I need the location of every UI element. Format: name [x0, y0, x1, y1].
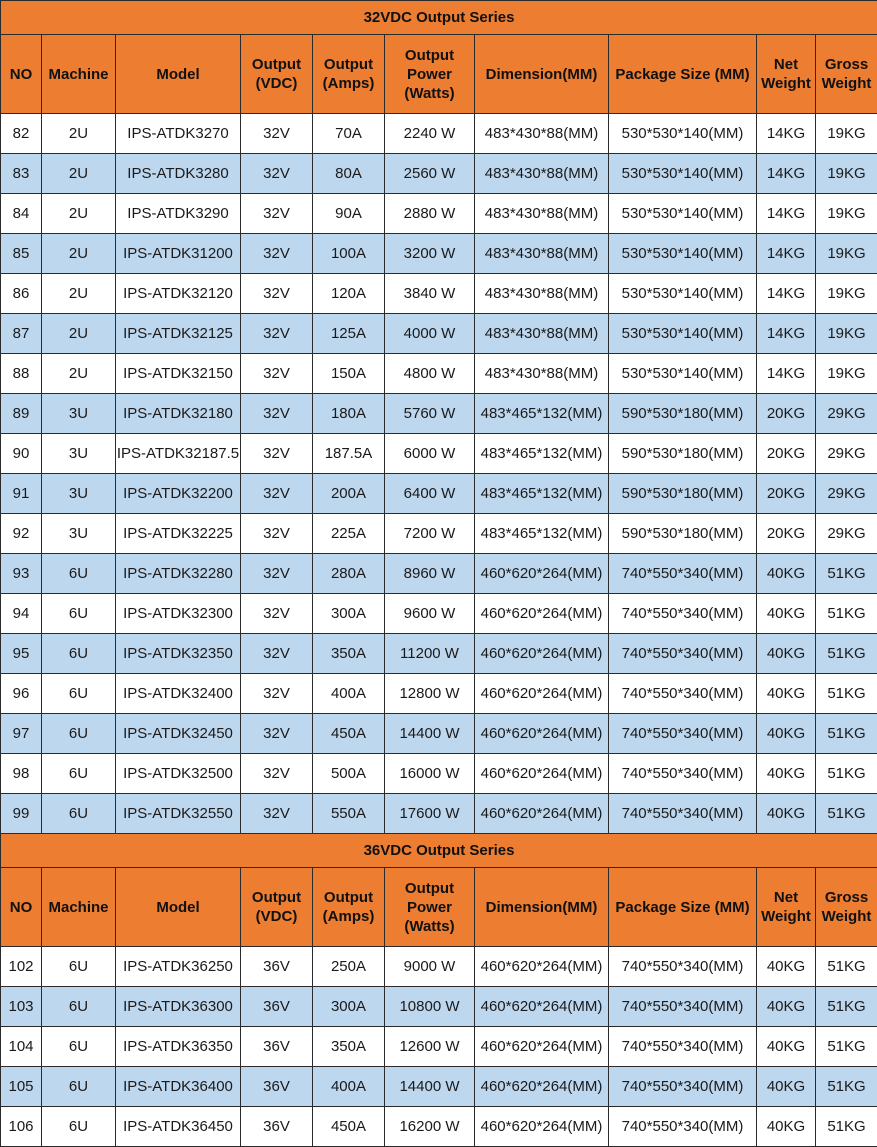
package-size-cell: 740*550*340(MM) — [609, 594, 757, 634]
net-weight-cell: 20KG — [757, 474, 816, 514]
column-header: Package Size (MM) — [609, 35, 757, 114]
model-cell: IPS-ATDK32400 — [116, 674, 241, 714]
machine-cell: 6U — [42, 714, 116, 754]
dimension-cell: 460*620*264(MM) — [475, 1027, 609, 1067]
model-cell: IPS-ATDK32120 — [116, 274, 241, 314]
package-size-cell: 740*550*340(MM) — [609, 634, 757, 674]
dimension-cell: 460*620*264(MM) — [475, 794, 609, 834]
output-vdc-cell: 32V — [241, 314, 313, 354]
dimension-cell: 483*430*88(MM) — [475, 274, 609, 314]
gross-weight-cell: 19KG — [816, 314, 877, 354]
model-cell: IPS-ATDK3270 — [116, 114, 241, 154]
table-row — [1, 794, 877, 834]
no-cell: 92 — [1, 514, 42, 554]
dimension-cell: 460*620*264(MM) — [475, 674, 609, 714]
output-power-cell: 8960 W — [385, 554, 475, 594]
no-cell: 98 — [1, 754, 42, 794]
column-header-row — [1, 35, 877, 114]
output-power-cell: 12800 W — [385, 674, 475, 714]
package-size-cell: 530*530*140(MM) — [609, 194, 757, 234]
section-title: 36VDC Output Series — [1, 834, 877, 868]
output-amps-cell: 250A — [313, 947, 385, 987]
output-amps-cell: 400A — [313, 1067, 385, 1107]
output-amps-cell: 225A — [313, 514, 385, 554]
no-cell: 82 — [1, 114, 42, 154]
machine-cell: 3U — [42, 434, 116, 474]
column-header: Dimension(MM) — [475, 868, 609, 947]
package-size-cell: 740*550*340(MM) — [609, 554, 757, 594]
table-row — [1, 987, 877, 1027]
machine-cell: 6U — [42, 674, 116, 714]
package-size-cell: 590*530*180(MM) — [609, 474, 757, 514]
no-cell: 90 — [1, 434, 42, 474]
column-header: Model — [116, 868, 241, 947]
output-vdc-cell: 32V — [241, 634, 313, 674]
gross-weight-cell: 51KG — [816, 714, 877, 754]
gross-weight-cell: 19KG — [816, 194, 877, 234]
no-cell: 86 — [1, 274, 42, 314]
table-row — [1, 234, 877, 274]
model-cell: IPS-ATDK32180 — [116, 394, 241, 434]
output-amps-cell: 350A — [313, 1027, 385, 1067]
no-cell: 104 — [1, 1027, 42, 1067]
no-cell: 96 — [1, 674, 42, 714]
package-size-cell: 530*530*140(MM) — [609, 314, 757, 354]
machine-cell: 3U — [42, 514, 116, 554]
output-vdc-cell: 32V — [241, 474, 313, 514]
model-cell: IPS-ATDK36350 — [116, 1027, 241, 1067]
net-weight-cell: 14KG — [757, 114, 816, 154]
output-power-cell: 14400 W — [385, 1067, 475, 1107]
gross-weight-cell: 29KG — [816, 434, 877, 474]
column-header: Dimension(MM) — [475, 35, 609, 114]
net-weight-cell: 40KG — [757, 714, 816, 754]
output-power-cell: 6000 W — [385, 434, 475, 474]
output-amps-cell: 120A — [313, 274, 385, 314]
net-weight-cell: 20KG — [757, 394, 816, 434]
output-power-cell: 5760 W — [385, 394, 475, 434]
output-power-cell: 7200 W — [385, 514, 475, 554]
model-cell: IPS-ATDK32500 — [116, 754, 241, 794]
machine-cell: 6U — [42, 947, 116, 987]
table-row — [1, 394, 877, 434]
column-header: Package Size (MM) — [609, 868, 757, 947]
gross-weight-cell: 19KG — [816, 274, 877, 314]
package-size-cell: 740*550*340(MM) — [609, 754, 757, 794]
machine-cell: 2U — [42, 274, 116, 314]
no-cell: 105 — [1, 1067, 42, 1107]
dimension-cell: 460*620*264(MM) — [475, 554, 609, 594]
net-weight-cell: 40KG — [757, 1067, 816, 1107]
table-body — [1, 1, 877, 1147]
gross-weight-cell: 19KG — [816, 114, 877, 154]
package-size-cell: 530*530*140(MM) — [609, 354, 757, 394]
machine-cell: 2U — [42, 194, 116, 234]
dimension-cell: 460*620*264(MM) — [475, 1067, 609, 1107]
column-header: Machine — [42, 868, 116, 947]
output-amps-cell: 70A — [313, 114, 385, 154]
output-amps-cell: 400A — [313, 674, 385, 714]
dimension-cell: 460*620*264(MM) — [475, 714, 609, 754]
model-cell: IPS-ATDK36450 — [116, 1107, 241, 1147]
no-cell: 87 — [1, 314, 42, 354]
output-power-cell: 3200 W — [385, 234, 475, 274]
no-cell: 102 — [1, 947, 42, 987]
output-power-cell: 11200 W — [385, 634, 475, 674]
table-row — [1, 594, 877, 634]
output-vdc-cell: 32V — [241, 754, 313, 794]
machine-cell: 6U — [42, 987, 116, 1027]
model-cell: IPS-ATDK36250 — [116, 947, 241, 987]
dimension-cell: 483*465*132(MM) — [475, 474, 609, 514]
output-amps-cell: 200A — [313, 474, 385, 514]
model-cell: IPS-ATDK3280 — [116, 154, 241, 194]
model-cell: IPS-ATDK32200 — [116, 474, 241, 514]
table-row — [1, 1107, 877, 1147]
dimension-cell: 460*620*264(MM) — [475, 594, 609, 634]
column-header: Model — [116, 35, 241, 114]
no-cell: 88 — [1, 354, 42, 394]
table-row — [1, 674, 877, 714]
output-vdc-cell: 32V — [241, 434, 313, 474]
package-size-cell: 590*530*180(MM) — [609, 514, 757, 554]
output-power-cell: 9000 W — [385, 947, 475, 987]
model-cell: IPS-ATDK32280 — [116, 554, 241, 594]
machine-cell: 2U — [42, 314, 116, 354]
table-row — [1, 194, 877, 234]
table-row — [1, 434, 877, 474]
output-power-cell: 14400 W — [385, 714, 475, 754]
model-cell: IPS-ATDK3290 — [116, 194, 241, 234]
gross-weight-cell: 51KG — [816, 554, 877, 594]
output-amps-cell: 100A — [313, 234, 385, 274]
output-vdc-cell: 32V — [241, 554, 313, 594]
package-size-cell: 530*530*140(MM) — [609, 154, 757, 194]
gross-weight-cell: 51KG — [816, 594, 877, 634]
gross-weight-cell: 19KG — [816, 154, 877, 194]
net-weight-cell: 40KG — [757, 554, 816, 594]
output-vdc-cell: 32V — [241, 674, 313, 714]
output-amps-cell: 350A — [313, 634, 385, 674]
dimension-cell: 483*430*88(MM) — [475, 154, 609, 194]
net-weight-cell: 14KG — [757, 154, 816, 194]
output-vdc-cell: 36V — [241, 1027, 313, 1067]
dimension-cell: 483*430*88(MM) — [475, 194, 609, 234]
model-cell: IPS-ATDK36400 — [116, 1067, 241, 1107]
output-power-cell: 2240 W — [385, 114, 475, 154]
machine-cell: 2U — [42, 234, 116, 274]
machine-cell: 2U — [42, 354, 116, 394]
dimension-cell: 460*620*264(MM) — [475, 1107, 609, 1147]
output-power-cell: 17600 W — [385, 794, 475, 834]
column-header: NO — [1, 35, 42, 114]
net-weight-cell: 40KG — [757, 794, 816, 834]
dimension-cell: 483*465*132(MM) — [475, 434, 609, 474]
machine-cell: 6U — [42, 1027, 116, 1067]
dimension-cell: 483*430*88(MM) — [475, 354, 609, 394]
column-header: Machine — [42, 35, 116, 114]
model-cell: IPS-ATDK36300 — [116, 987, 241, 1027]
net-weight-cell: 40KG — [757, 987, 816, 1027]
section-title-row — [1, 1, 877, 35]
model-cell: IPS-ATDK32300 — [116, 594, 241, 634]
net-weight-cell: 40KG — [757, 674, 816, 714]
output-amps-cell: 280A — [313, 554, 385, 594]
output-power-cell: 6400 W — [385, 474, 475, 514]
output-vdc-cell: 32V — [241, 154, 313, 194]
net-weight-cell: 14KG — [757, 234, 816, 274]
output-power-cell: 10800 W — [385, 987, 475, 1027]
package-size-cell: 740*550*340(MM) — [609, 714, 757, 754]
column-header: Output (Amps) — [313, 35, 385, 114]
column-header: Output Power (Watts) — [385, 35, 475, 114]
output-amps-cell: 187.5A — [313, 434, 385, 474]
table-row — [1, 1027, 877, 1067]
package-size-cell: 590*530*180(MM) — [609, 434, 757, 474]
machine-cell: 6U — [42, 1067, 116, 1107]
gross-weight-cell: 51KG — [816, 754, 877, 794]
output-amps-cell: 90A — [313, 194, 385, 234]
machine-cell: 6U — [42, 594, 116, 634]
output-power-cell: 9600 W — [385, 594, 475, 634]
output-vdc-cell: 32V — [241, 114, 313, 154]
package-size-cell: 740*550*340(MM) — [609, 674, 757, 714]
output-vdc-cell: 32V — [241, 194, 313, 234]
column-header-row — [1, 868, 877, 947]
dimension-cell: 483*430*88(MM) — [475, 314, 609, 354]
net-weight-cell: 14KG — [757, 274, 816, 314]
net-weight-cell: 14KG — [757, 194, 816, 234]
table-row — [1, 554, 877, 594]
net-weight-cell: 40KG — [757, 594, 816, 634]
no-cell: 95 — [1, 634, 42, 674]
output-amps-cell: 300A — [313, 987, 385, 1027]
dimension-cell: 483*430*88(MM) — [475, 234, 609, 274]
column-header: Net Weight — [757, 868, 816, 947]
output-vdc-cell: 36V — [241, 1107, 313, 1147]
table-row — [1, 1067, 877, 1107]
output-amps-cell: 500A — [313, 754, 385, 794]
output-power-cell: 3840 W — [385, 274, 475, 314]
machine-cell: 2U — [42, 154, 116, 194]
package-size-cell: 740*550*340(MM) — [609, 947, 757, 987]
output-amps-cell: 450A — [313, 714, 385, 754]
dimension-cell: 483*465*132(MM) — [475, 394, 609, 434]
package-size-cell: 740*550*340(MM) — [609, 1107, 757, 1147]
output-vdc-cell: 36V — [241, 947, 313, 987]
output-vdc-cell: 32V — [241, 714, 313, 754]
dimension-cell: 483*465*132(MM) — [475, 514, 609, 554]
column-header: Output (VDC) — [241, 35, 313, 114]
table-row — [1, 514, 877, 554]
output-vdc-cell: 36V — [241, 1067, 313, 1107]
column-header: Net Weight — [757, 35, 816, 114]
package-size-cell: 740*550*340(MM) — [609, 1027, 757, 1067]
output-vdc-cell: 32V — [241, 274, 313, 314]
table-row — [1, 274, 877, 314]
net-weight-cell: 14KG — [757, 314, 816, 354]
machine-cell: 6U — [42, 794, 116, 834]
net-weight-cell: 40KG — [757, 947, 816, 987]
gross-weight-cell: 51KG — [816, 1067, 877, 1107]
machine-cell: 6U — [42, 634, 116, 674]
machine-cell: 3U — [42, 394, 116, 434]
net-weight-cell: 40KG — [757, 1027, 816, 1067]
table-row — [1, 154, 877, 194]
gross-weight-cell: 51KG — [816, 987, 877, 1027]
machine-cell: 6U — [42, 554, 116, 594]
gross-weight-cell: 19KG — [816, 234, 877, 274]
net-weight-cell: 20KG — [757, 434, 816, 474]
no-cell: 91 — [1, 474, 42, 514]
output-power-cell: 16000 W — [385, 754, 475, 794]
gross-weight-cell: 51KG — [816, 1107, 877, 1147]
no-cell: 83 — [1, 154, 42, 194]
section-title: 32VDC Output Series — [1, 1, 877, 35]
model-cell: IPS-ATDK32150 — [116, 354, 241, 394]
no-cell: 103 — [1, 987, 42, 1027]
no-cell: 89 — [1, 394, 42, 434]
no-cell: 93 — [1, 554, 42, 594]
net-weight-cell: 40KG — [757, 1107, 816, 1147]
output-vdc-cell: 32V — [241, 354, 313, 394]
output-power-cell: 2560 W — [385, 154, 475, 194]
table-row — [1, 354, 877, 394]
output-power-cell: 4800 W — [385, 354, 475, 394]
dimension-cell: 460*620*264(MM) — [475, 987, 609, 1027]
column-header: Gross Weight — [816, 868, 877, 947]
machine-cell: 6U — [42, 1107, 116, 1147]
output-amps-cell: 80A — [313, 154, 385, 194]
output-amps-cell: 150A — [313, 354, 385, 394]
gross-weight-cell: 51KG — [816, 1027, 877, 1067]
output-power-cell: 2880 W — [385, 194, 475, 234]
model-cell: IPS-ATDK32225 — [116, 514, 241, 554]
column-header: Output (Amps) — [313, 868, 385, 947]
output-power-cell: 4000 W — [385, 314, 475, 354]
machine-cell: 3U — [42, 474, 116, 514]
model-cell: IPS-ATDK32187.5 — [116, 434, 241, 474]
gross-weight-cell: 51KG — [816, 634, 877, 674]
package-size-cell: 590*530*180(MM) — [609, 394, 757, 434]
gross-weight-cell: 19KG — [816, 354, 877, 394]
package-size-cell: 740*550*340(MM) — [609, 794, 757, 834]
gross-weight-cell: 51KG — [816, 794, 877, 834]
table-row — [1, 314, 877, 354]
table-row — [1, 754, 877, 794]
table-row — [1, 714, 877, 754]
output-amps-cell: 550A — [313, 794, 385, 834]
no-cell: 97 — [1, 714, 42, 754]
output-vdc-cell: 32V — [241, 514, 313, 554]
dimension-cell: 460*620*264(MM) — [475, 947, 609, 987]
model-cell: IPS-ATDK31200 — [116, 234, 241, 274]
package-size-cell: 530*530*140(MM) — [609, 274, 757, 314]
package-size-cell: 530*530*140(MM) — [609, 234, 757, 274]
package-size-cell: 530*530*140(MM) — [609, 114, 757, 154]
net-weight-cell: 20KG — [757, 514, 816, 554]
gross-weight-cell: 29KG — [816, 514, 877, 554]
no-cell: 85 — [1, 234, 42, 274]
dimension-cell: 460*620*264(MM) — [475, 634, 609, 674]
net-weight-cell: 40KG — [757, 634, 816, 674]
no-cell: 84 — [1, 194, 42, 234]
output-power-cell: 16200 W — [385, 1107, 475, 1147]
net-weight-cell: 14KG — [757, 354, 816, 394]
dimension-cell: 460*620*264(MM) — [475, 754, 609, 794]
machine-cell: 6U — [42, 754, 116, 794]
output-amps-cell: 180A — [313, 394, 385, 434]
output-amps-cell: 450A — [313, 1107, 385, 1147]
no-cell: 106 — [1, 1107, 42, 1147]
model-cell: IPS-ATDK32350 — [116, 634, 241, 674]
gross-weight-cell: 51KG — [816, 674, 877, 714]
gross-weight-cell: 29KG — [816, 474, 877, 514]
no-cell: 94 — [1, 594, 42, 634]
table-row — [1, 947, 877, 987]
output-vdc-cell: 32V — [241, 594, 313, 634]
model-cell: IPS-ATDK32125 — [116, 314, 241, 354]
model-cell: IPS-ATDK32450 — [116, 714, 241, 754]
model-cell: IPS-ATDK32550 — [116, 794, 241, 834]
output-vdc-cell: 32V — [241, 794, 313, 834]
output-vdc-cell: 36V — [241, 987, 313, 1027]
gross-weight-cell: 29KG — [816, 394, 877, 434]
gross-weight-cell: 51KG — [816, 947, 877, 987]
dimension-cell: 483*430*88(MM) — [475, 114, 609, 154]
column-header: Output (VDC) — [241, 868, 313, 947]
table-row — [1, 114, 877, 154]
package-size-cell: 740*550*340(MM) — [609, 987, 757, 1027]
output-vdc-cell: 32V — [241, 394, 313, 434]
package-size-cell: 740*550*340(MM) — [609, 1067, 757, 1107]
output-vdc-cell: 32V — [241, 234, 313, 274]
output-power-cell: 12600 W — [385, 1027, 475, 1067]
net-weight-cell: 40KG — [757, 754, 816, 794]
section-title-row — [1, 834, 877, 868]
output-amps-cell: 125A — [313, 314, 385, 354]
column-header: Gross Weight — [816, 35, 877, 114]
machine-cell: 2U — [42, 114, 116, 154]
table-row — [1, 474, 877, 514]
no-cell: 99 — [1, 794, 42, 834]
table-row — [1, 634, 877, 674]
column-header: Output Power (Watts) — [385, 868, 475, 947]
column-header: NO — [1, 868, 42, 947]
output-amps-cell: 300A — [313, 594, 385, 634]
